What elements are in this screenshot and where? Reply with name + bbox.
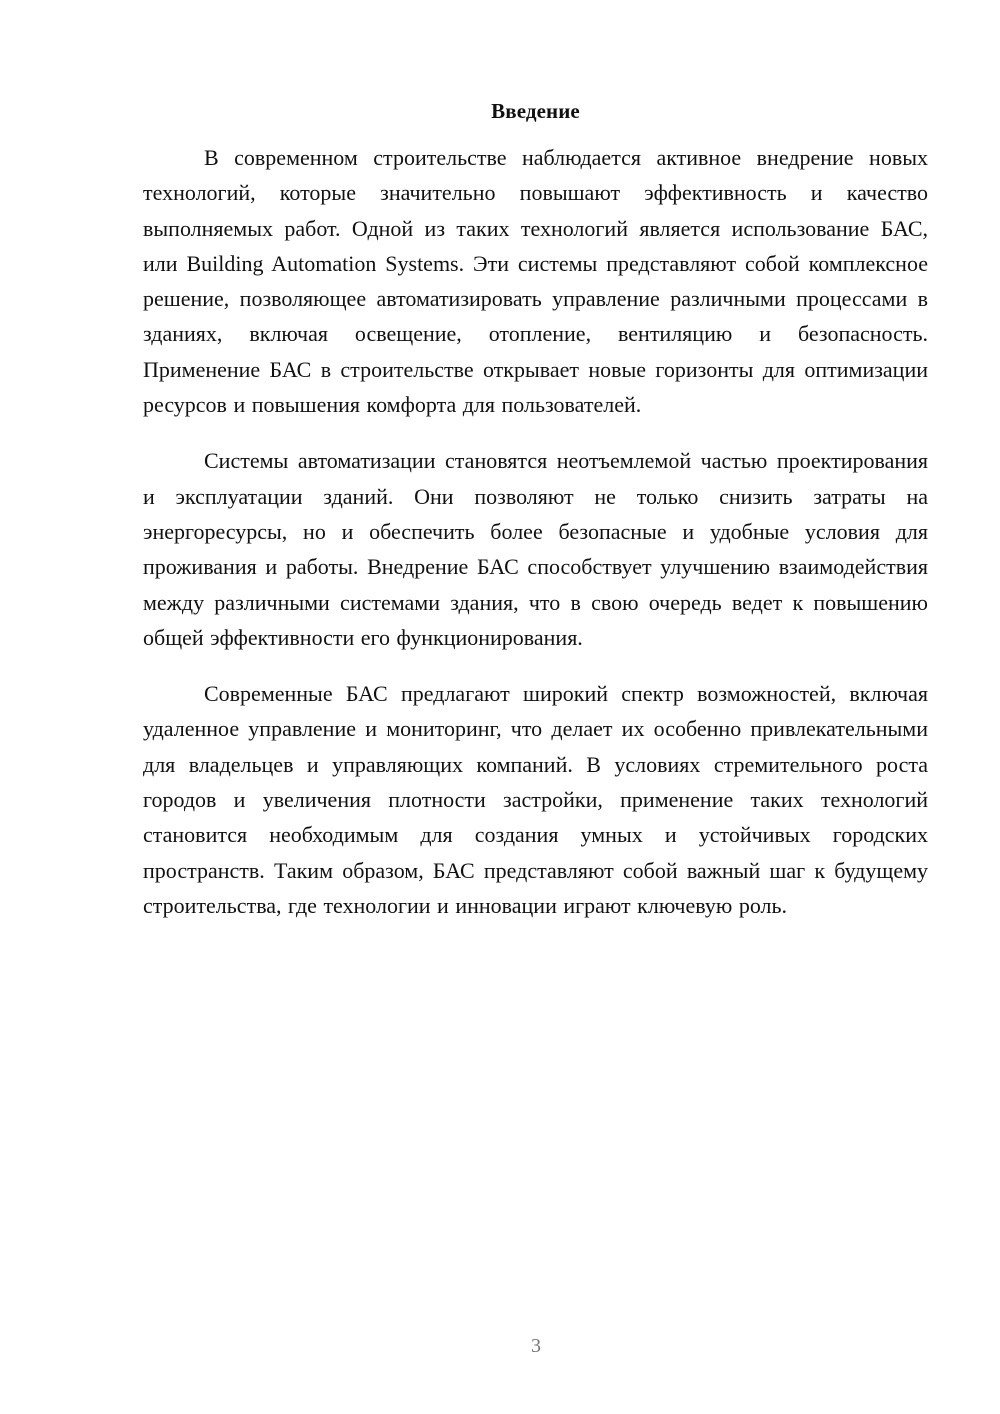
page-number: 3 [531, 1335, 541, 1357]
paragraph-3: Современные БАС предлагают широкий спектр возможностей, включая удаленное управление и мониторинг, что делает их особенно привлекательными для владельцев и управляющих компаний. В условиях стремительного роста городов и увеличения плотности застройки, применение таких технологий становится необходимым для создания умных и устойчивых городских пространств. Таким образом, БАС представляют собой важный шаг к будущему строительства, где технологии и инновации играют ключевую роль. [143, 681, 928, 918]
paragraph-1: В современном строительстве наблюдается активное внедрение новых технологий, которые значительно повышают эффективность и качество выполняемых работ. Одной из таких технологий является использование БАС, или Building Automation Systems. Эти системы представляют собой комплексное решение, позволяющее автоматизировать управление различными процессами в зданиях, включая освещение, отопление, вентиляцию и безопасность. Применение БАС в строительстве открывает новые горизонты для оптимизации ресурсов и повышения комфорта для пользователей. [143, 145, 928, 418]
section-heading: Введение [491, 99, 580, 123]
page-content [143, 96, 928, 944]
paragraph-2: Системы автоматизации становятся неотъемлемой частью проектирования и эксплуатации зданий. Они позволяют не только снизить затраты на энергоресурсы, но и обеспечить более безопасные и удобные условия для проживания и работы. Внедрение БАС способствует улучшению взаимодействия между различными системами здания, что в свою очередь ведет к повышению общей эффективности его функционирования. [143, 448, 928, 650]
